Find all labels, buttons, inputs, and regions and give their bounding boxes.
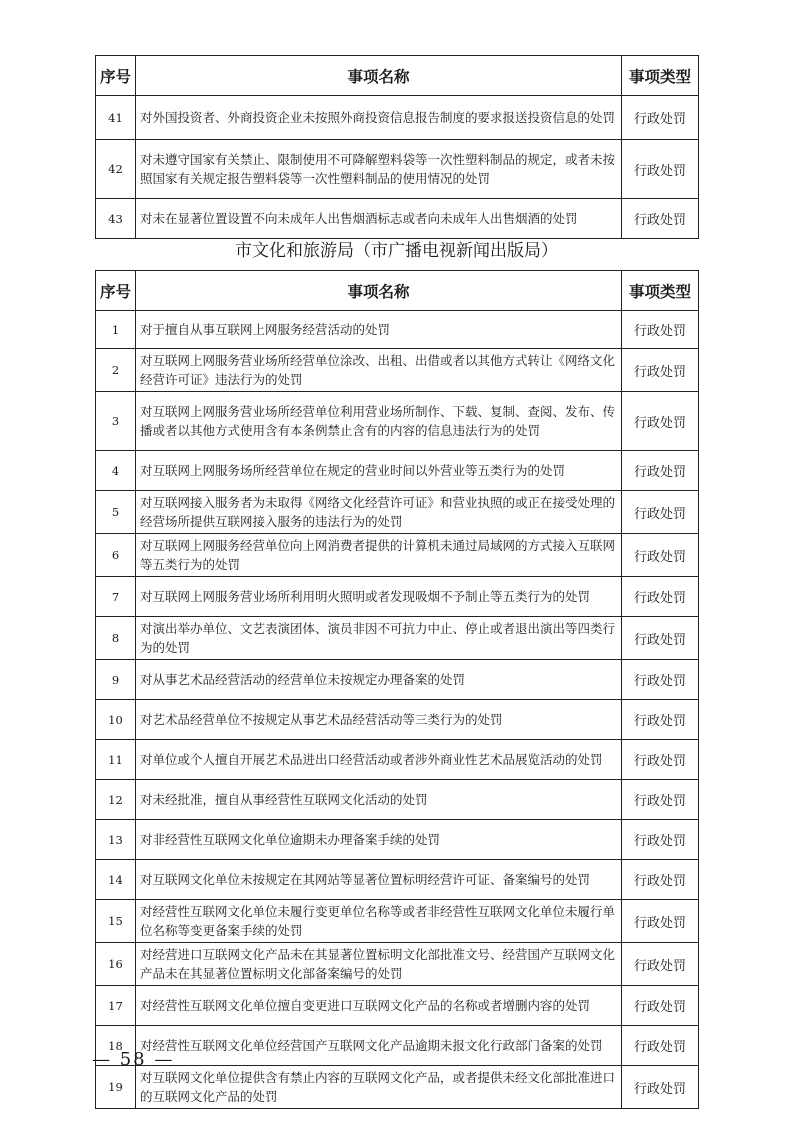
row-name: 对经营性互联网文化单位经营国产互联网文化产品逾期未报文化行政部门备案的处罚: [136, 1026, 622, 1066]
row-type: 行政处罚: [622, 740, 699, 780]
row-name: 对互联网接入服务者为未取得《网络文化经营许可证》和营业执照的或正在接受处理的经营场所提供互联网接入服务的违法行为的处罚: [136, 491, 622, 534]
header-row: [96, 56, 699, 96]
row-type: 行政处罚: [622, 349, 699, 392]
header-num: 序号: [96, 271, 136, 311]
row-type: 行政处罚: [622, 199, 699, 239]
row-num: 9: [96, 660, 136, 700]
row-name: 对互联网上网服务营业场所经营单位利用营业场所制作、下载、复制、查阅、发布、传播或者以其他方式使用含有本条例禁止含有的内容的信息违法行为的处罚: [136, 392, 622, 451]
row-name: 对单位或个人擅自开展艺术品进出口经营活动或者涉外商业性艺术品展览活动的处罚: [136, 740, 622, 780]
row-num: 3: [96, 392, 136, 451]
row-type: 行政处罚: [622, 780, 699, 820]
table-row: [96, 943, 699, 986]
header-name: 事项名称: [136, 56, 622, 96]
row-type: 行政处罚: [622, 820, 699, 860]
table-row: [96, 1026, 699, 1066]
table-row: [96, 820, 699, 860]
row-num: 41: [96, 96, 136, 140]
row-name: 对经营性互联网文化单位擅自变更进口互联网文化产品的名称或者增删内容的处罚: [136, 986, 622, 1026]
header-row: [96, 271, 699, 311]
row-num: 8: [96, 617, 136, 660]
row-num: 12: [96, 780, 136, 820]
row-num: 5: [96, 491, 136, 534]
row-type: 行政处罚: [622, 577, 699, 617]
row-type: 行政处罚: [622, 451, 699, 491]
row-num: 11: [96, 740, 136, 780]
row-type: 行政处罚: [622, 986, 699, 1026]
row-num: 19: [96, 1066, 136, 1109]
row-name: 对互联网文化单位未按规定在其网站等显著位置标明经营许可证、备案编号的处罚: [136, 860, 622, 900]
row-type: 行政处罚: [622, 392, 699, 451]
row-name: 对未遵守国家有关禁止、限制使用不可降解塑料袋等一次性塑料制品的规定，或者未按照国家有关规定报告塑料袋等一次性塑料制品的使用情况的处罚: [136, 140, 622, 199]
table-row: [96, 491, 699, 534]
table-row: [96, 617, 699, 660]
row-type: 行政处罚: [622, 1026, 699, 1066]
table-row: [96, 199, 699, 239]
row-type: 行政处罚: [622, 900, 699, 943]
table-row: [96, 660, 699, 700]
header-num: 序号: [96, 56, 136, 96]
row-name: 对互联网上网服务经营单位向上网消费者提供的计算机未通过局域网的方式接入互联网等五类行为的处罚: [136, 534, 622, 577]
row-name: 对经营进口互联网文化产品未在其显著位置标明文化部批准文号、经营国产互联网文化产品未在其显著位置标明文化部备案编号的处罚: [136, 943, 622, 986]
row-type: 行政处罚: [622, 860, 699, 900]
items-table-2: [95, 270, 699, 1109]
row-num: 4: [96, 451, 136, 491]
table-row: [96, 534, 699, 577]
row-name: 对互联网上网服务营业场所经营单位涂改、出租、出借或者以其他方式转让《网络文化经营许可证》违法行为的处罚: [136, 349, 622, 392]
row-type: 行政处罚: [622, 140, 699, 199]
row-name: 对经营性互联网文化单位未履行变更单位名称等或者非经营性互联网文化单位未履行单位名称等变更备案手续的处罚: [136, 900, 622, 943]
row-num: 43: [96, 199, 136, 239]
row-type: 行政处罚: [622, 943, 699, 986]
row-name: 对外国投资者、外商投资企业未按照外商投资信息报告制度的要求报送投资信息的处罚: [136, 96, 622, 140]
row-num: 6: [96, 534, 136, 577]
row-num: 1: [96, 311, 136, 349]
row-name: 对演出举办单位、文艺表演团体、演员非因不可抗力中止、停止或者退出演出等四类行为的处罚: [136, 617, 622, 660]
table-row: [96, 96, 699, 140]
row-type: 行政处罚: [622, 96, 699, 140]
table-row: [96, 740, 699, 780]
row-name: 对于擅自从事互联网上网服务经营活动的处罚: [136, 311, 622, 349]
header-name: 事项名称: [136, 271, 622, 311]
row-name: 对互联网上网服务营业场所利用明火照明或者发现吸烟不予制止等五类行为的处罚: [136, 577, 622, 617]
row-name: 对艺术品经营单位不按规定从事艺术品经营活动等三类行为的处罚: [136, 700, 622, 740]
row-num: 10: [96, 700, 136, 740]
section-title: 市文化和旅游局（市广播电视新闻出版局）: [235, 241, 558, 261]
row-type: 行政处罚: [622, 617, 699, 660]
row-type: 行政处罚: [622, 700, 699, 740]
row-name: 对互联网文化单位提供含有禁止内容的互联网文化产品，或者提供未经文化部批准进口的互联网文化产品的处罚: [136, 1066, 622, 1109]
row-type: 行政处罚: [622, 660, 699, 700]
row-type: 行政处罚: [622, 1066, 699, 1109]
row-num: 13: [96, 820, 136, 860]
row-num: 18: [96, 1026, 136, 1066]
row-num: 42: [96, 140, 136, 199]
header-type: 事项类型: [622, 56, 699, 96]
table-row: [96, 900, 699, 943]
page-number: — 58 —: [92, 1049, 175, 1070]
row-num: 15: [96, 900, 136, 943]
table-row: [96, 986, 699, 1026]
row-type: 行政处罚: [622, 534, 699, 577]
row-num: 14: [96, 860, 136, 900]
header-type: 事项类型: [622, 271, 699, 311]
table-row: [96, 451, 699, 491]
table-row: [96, 311, 699, 349]
row-num: 7: [96, 577, 136, 617]
row-name: 对从事艺术品经营活动的经营单位未按规定办理备案的处罚: [136, 660, 622, 700]
row-name: 对未在显著位置设置不向未成年人出售烟酒标志或者向未成年人出售烟酒的处罚: [136, 199, 622, 239]
row-name: 对未经批准，擅自从事经营性互联网文化活动的处罚: [136, 780, 622, 820]
row-name: 对非经营性互联网文化单位逾期未办理备案手续的处罚: [136, 820, 622, 860]
row-num: 17: [96, 986, 136, 1026]
items-table-1: [95, 55, 699, 239]
table-row: [96, 780, 699, 820]
table-row: [96, 1066, 699, 1109]
row-type: 行政处罚: [622, 311, 699, 349]
table-row: [96, 349, 699, 392]
table-row: [96, 700, 699, 740]
table-row: [96, 577, 699, 617]
table-row: [96, 140, 699, 199]
table-row: [96, 860, 699, 900]
table-row: [96, 392, 699, 451]
row-num: 16: [96, 943, 136, 986]
row-num: 2: [96, 349, 136, 392]
row-type: 行政处罚: [622, 491, 699, 534]
row-name: 对互联网上网服务场所经营单位在规定的营业时间以外营业等五类行为的处罚: [136, 451, 622, 491]
